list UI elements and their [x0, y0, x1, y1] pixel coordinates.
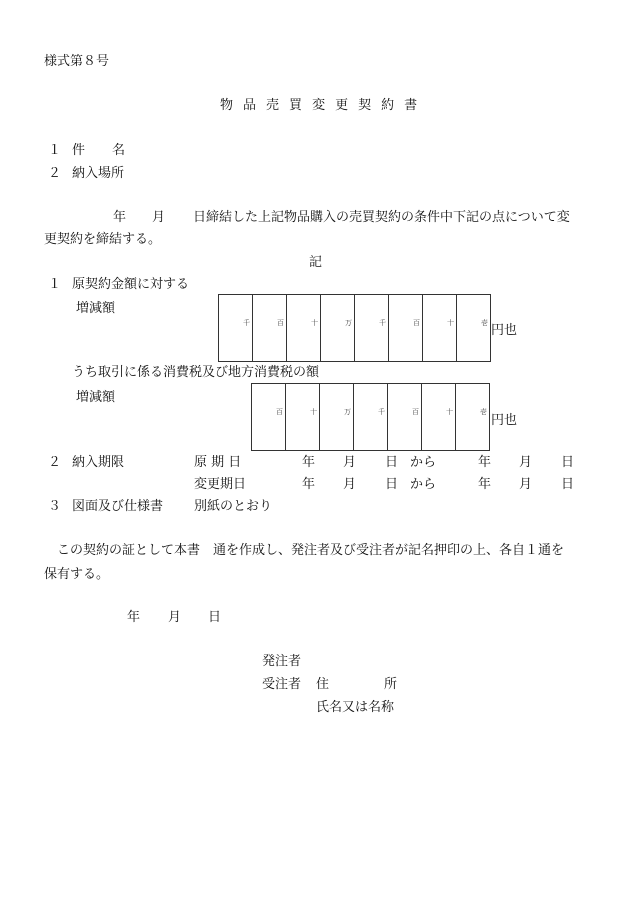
amount-digit-cell[interactable] [253, 295, 287, 361]
amount-digit-cell[interactable] [320, 384, 354, 450]
deadline-d2: 日 [561, 455, 575, 470]
deadline-d1: 日 [385, 477, 399, 492]
sec2-label: 納入期限 [72, 455, 125, 470]
item1-label2: 名 [112, 143, 126, 158]
address-label-b: 所 [384, 677, 398, 692]
deadline-y1: 年 [302, 455, 316, 470]
date-day: 日 [208, 610, 222, 625]
digit-unit-label: 十 [447, 319, 454, 327]
amount-digit-cell[interactable] [389, 295, 423, 361]
date-year: 年 [127, 610, 141, 625]
contractor-label: 受注者 [262, 677, 302, 692]
deadline-y2: 年 [478, 477, 492, 492]
digit-unit-label: 十 [311, 319, 318, 327]
digit-unit-label: 十 [446, 408, 453, 416]
deadline-type: 原 期 日 [194, 455, 242, 470]
deadline-y1: 年 [302, 477, 316, 492]
title-char: 約 [381, 98, 395, 113]
sec3-number: ３ [48, 499, 62, 514]
deadline-y2: 年 [478, 455, 492, 470]
amount-digit-cell[interactable] [388, 384, 422, 450]
amount-digit-cell[interactable] [287, 295, 321, 361]
deadline-m2: 月 [519, 477, 533, 492]
sec2-number: ２ [48, 455, 62, 470]
digit-unit-label: 壱 [480, 408, 487, 416]
sec1-label: 原契約金額に対する [72, 277, 190, 292]
amount-digit-cell[interactable] [422, 384, 456, 450]
digit-unit-label: 百 [413, 319, 420, 327]
item1-number: １ [48, 143, 62, 158]
amount-digit-cell[interactable] [354, 384, 388, 450]
sec1-number: １ [48, 277, 62, 292]
item2-number: ２ [48, 166, 62, 181]
item1-label: 件 [72, 143, 86, 158]
amount-digit-cell[interactable] [457, 295, 491, 361]
digit-unit-label: 千 [378, 408, 385, 416]
amount-digit-cell[interactable] [286, 384, 320, 450]
title-char: 売 [266, 98, 280, 113]
deadline-d1: 日 [385, 455, 399, 470]
sec3-value: 別紙のとおり [194, 499, 273, 514]
digit-unit-label: 百 [276, 408, 283, 416]
orderer-label: 発注者 [262, 654, 302, 669]
amount-digit-cell[interactable] [456, 384, 490, 450]
digit-unit-label: 百 [277, 319, 284, 327]
intro-month: 月 [152, 210, 166, 225]
date-month: 月 [168, 610, 182, 625]
amount-digit-cell[interactable] [321, 295, 355, 361]
deadline-m2: 月 [519, 455, 533, 470]
amount-box-tax [251, 383, 490, 451]
deadline-d2: 日 [561, 477, 575, 492]
intro-year: 年 [113, 210, 127, 225]
intro-line2: 更契約を締結する。 [44, 232, 162, 247]
digit-unit-label: 壱 [481, 319, 488, 327]
form-number: 様式第８号 [44, 54, 110, 69]
deadline-m1: 月 [343, 477, 357, 492]
amount-digit-cell[interactable] [252, 384, 286, 450]
title-char: 買 [289, 98, 303, 113]
amount-digit-cell[interactable] [219, 295, 253, 361]
tax-sublabel: 増減額 [76, 390, 116, 405]
deadline-type: 変更期日 [194, 477, 247, 492]
title-char: 契 [358, 98, 372, 113]
ki-heading: 記 [309, 255, 323, 270]
closing-line1: この契約の証として本書 通を作成し、発注者及び受注者が記名押印の上、各自１通を [57, 543, 565, 558]
sec1-sublabel: 増減額 [76, 301, 116, 316]
title-char: 物 [220, 98, 234, 113]
address-label-a: 住 [316, 677, 330, 692]
title-char: 変 [312, 98, 326, 113]
sec1-yen: 円也 [491, 323, 518, 338]
digit-unit-label: 十 [310, 408, 317, 416]
title-char: 更 [335, 98, 349, 113]
deadline-from: から [410, 477, 437, 492]
title-char: 書 [404, 98, 418, 113]
digit-unit-label: 万 [344, 408, 351, 416]
document-title [220, 99, 427, 112]
digit-unit-label: 千 [379, 319, 386, 327]
amount-box-contract [218, 294, 491, 362]
digit-unit-label: 万 [345, 319, 352, 327]
item2-label: 納入場所 [72, 166, 125, 181]
digit-unit-label: 千 [243, 319, 250, 327]
sec3-label: 図面及び仕様書 [72, 499, 164, 514]
intro-line1: 日締結した上記物品購入の売買契約の条件中下記の点について変 [193, 210, 570, 225]
closing-line2: 保有する。 [44, 567, 110, 582]
deadline-m1: 月 [343, 455, 357, 470]
title-char: 品 [243, 98, 257, 113]
deadline-from: から [410, 455, 437, 470]
digit-unit-label: 百 [412, 408, 419, 416]
tax-yen: 円也 [491, 413, 518, 428]
tax-label: うち取引に係る消費税及び地方消費税の額 [72, 365, 320, 380]
name-label: 氏名又は名称 [316, 700, 395, 715]
amount-digit-cell[interactable] [355, 295, 389, 361]
amount-digit-cell[interactable] [423, 295, 457, 361]
